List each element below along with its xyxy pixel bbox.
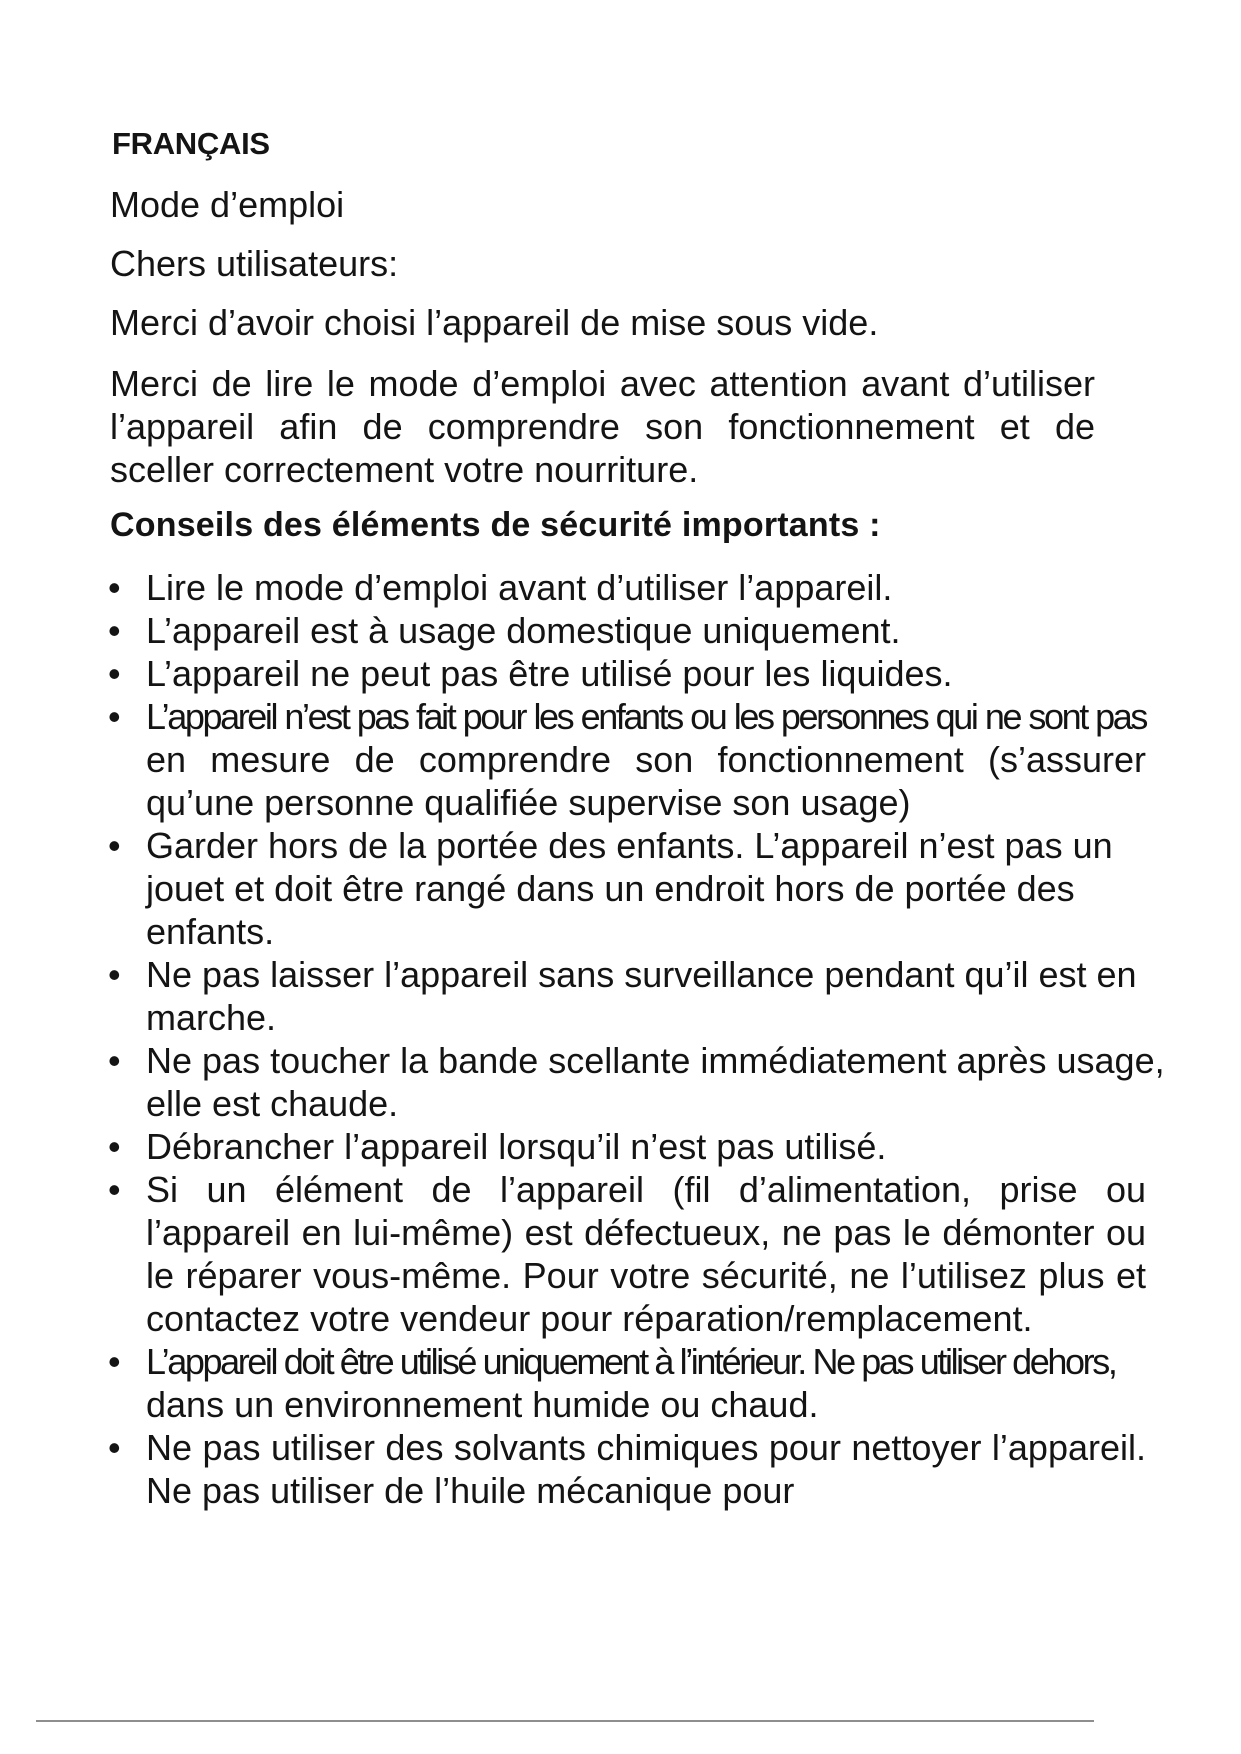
- bullet-marker: •: [108, 1040, 121, 1081]
- bullet-marker: •: [108, 653, 121, 694]
- bullet-marker: •: [108, 610, 121, 651]
- safety-item-text: L’appareil est à usage domestique uniquement.: [146, 610, 901, 651]
- language-label: FRANÇAIS: [112, 126, 270, 161]
- bullet-marker: •: [108, 1126, 121, 1167]
- safety-item-text: Lire le mode d’emploi avant d’utiliser l’appareil.: [146, 567, 893, 608]
- safety-item: [108, 953, 1168, 1039]
- safety-item-text: Débrancher l’appareil lorsqu’il n’est pas utilisé.: [146, 1126, 887, 1167]
- bullet-marker: •: [108, 696, 121, 737]
- safety-item-text: Ne pas toucher la bande scellante immédiatement après usage, elle est chaude.: [146, 1040, 1165, 1124]
- intro-paragraph: Merci de lire le mode d’emploi avec attention avant d’utiliser l’appareil afin de comprendre son fonctionnement et de sceller correctement votre nourriture.: [110, 363, 1095, 490]
- safety-item-text: L’appareil ne peut pas être utilisé pour les liquides.: [146, 653, 953, 694]
- safety-item: [108, 695, 1168, 824]
- bullet-marker: •: [108, 1427, 121, 1468]
- bullet-marker: •: [108, 1169, 121, 1210]
- safety-item-text: Si un élément de l’appareil (fil d’alimentation, prise ou l’appareil en lui-même) est défectueux, ne pas le démonter ou le réparer vous-même. Pour votre sécurité, ne l’utilisez plus et contactez votre vendeur pour réparation/remplacement.: [146, 1169, 1146, 1339]
- footer-divider: [36, 1720, 1094, 1722]
- safety-item-text: Garder hors de la portée des enfants. L’appareil n’est pas un jouet et doit être rangé dans un endroit hors de portée des enfants.: [146, 825, 1113, 952]
- safety-heading: Conseils des éléments de sécurité importants :: [110, 506, 881, 544]
- safety-item: [108, 609, 1168, 652]
- safety-list: [108, 566, 1168, 1512]
- document-title: Mode d’emploi: [110, 184, 345, 225]
- bullet-marker: •: [108, 567, 121, 608]
- bullet-marker: •: [108, 954, 121, 995]
- safety-item: [108, 1426, 1168, 1512]
- safety-item: [108, 1168, 1168, 1340]
- safety-item: [108, 652, 1168, 695]
- safety-item-text: Ne pas laisser l’appareil sans surveillance pendant qu’il est en marche.: [146, 954, 1137, 1038]
- safety-item-text: L’appareil n’est pas fait pour les enfants ou les personnes qui ne sont pas en mesure de comprendre son fonctionnement (s’assurer qu’une personne qualifiée supervise son usage): [146, 696, 1146, 823]
- greeting-text: Chers utilisateurs:: [110, 243, 399, 284]
- safety-item: [108, 824, 1168, 953]
- bullet-marker: •: [108, 1341, 121, 1382]
- bullet-marker: •: [108, 825, 121, 866]
- safety-item: [108, 566, 1168, 609]
- safety-item: [108, 1125, 1168, 1168]
- safety-item-text: L’appareil doit être utilisé uniquement à l’intérieur. Ne pas utiliser dehors, dans un environnement humide ou chaud.: [146, 1341, 1116, 1425]
- safety-item-text: Ne pas utiliser des solvants chimiques pour nettoyer l’appareil. Ne pas utiliser de l’huile mécanique pour: [146, 1427, 1146, 1511]
- safety-item: [108, 1039, 1168, 1125]
- safety-item: [108, 1340, 1168, 1426]
- thanks-text: Merci d’avoir choisi l’appareil de mise sous vide.: [110, 302, 879, 343]
